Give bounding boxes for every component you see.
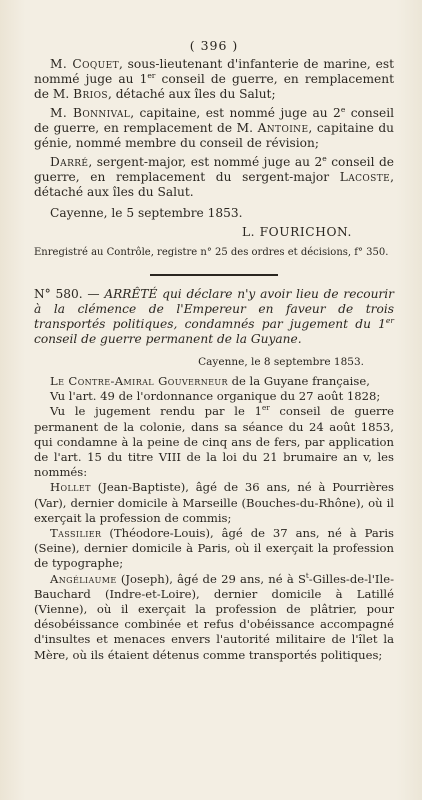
lead-text: Le Contre-Amiral Gouverneur xyxy=(50,374,228,388)
arrete-title-text: ARRÊTÉ qui déclare n'y avoir lieu de recourir à la clémence de l'Empereur en faveur de trois transportés politiques, condamnés par jugement du 1 xyxy=(34,287,394,331)
body-paragraph xyxy=(34,374,394,389)
person-name: Tassilier xyxy=(50,526,102,541)
superscript: er xyxy=(385,315,394,325)
person-name: Hollet xyxy=(50,480,91,495)
section-divider xyxy=(150,274,278,276)
paragraph-text: conseil de guerre permanent de la colonie, dans sa séance du 24 août 1853, qui condamne à la peine de cinq ans de fers, par application de l'art. 15 du titre VIII de la loi du 21 brumaire an v, les nommés: xyxy=(34,404,395,480)
person-name: M. Coquet xyxy=(50,57,119,71)
registry-note: Enregistré au Contrôle, registre n° 25 des ordres et décisions, f° 350. xyxy=(34,247,389,258)
paragraph-text: conseil de guerre, en remplacement de M. xyxy=(34,72,394,101)
paragraph-text: -Gilles-de-l'Ile-Bauchard (Indre-et-Loire), dernier domicile à Latillé (Vienne), où il exerçait la profession de plâtrier, pour désobéissance combinée et refus d'obéissance accompagné d'insultes et menaces envers l'autorité militaire de l'îlet la Mère, où ils étaient détenus comme transportés politiques; xyxy=(34,571,394,662)
page-number: ( 396 ) xyxy=(189,38,239,53)
paragraph-text: (Théodore-Louis), âgé de 37 ans, né à Paris (Seine), dernier domicile à Paris, où il exerçait la profession de typographe; xyxy=(34,526,394,571)
paragraph-text: de la Guyane française, xyxy=(227,374,370,388)
paragraph-text: Vu le jugement rendu par le 1 xyxy=(50,404,262,419)
paragraph-text: , sous-lieutenant d'infanterie de marine, est nommé juge au 1 xyxy=(34,57,394,86)
paragraph-text: conseil de guerre, en remplacement du sergent-major xyxy=(34,155,394,184)
paragraph-text: , capitaine, est nommé juge au 2 xyxy=(130,106,341,120)
signature: L. FOURICHON. xyxy=(241,225,352,239)
person-name: M. Bonnival xyxy=(50,106,131,120)
person-name: Angéliaume xyxy=(50,571,117,586)
superscript: e xyxy=(322,153,327,163)
paragraph-text: Vu l'art. 49 de l'ordonnance organique du 27 août 1828; xyxy=(50,389,381,404)
paragraph-text: conseil de guerre, en remplacement de M. xyxy=(34,106,394,135)
superscript: er xyxy=(147,70,156,80)
body-paragraph xyxy=(34,480,394,526)
body-paragraph xyxy=(34,572,394,663)
person-name: Antoine xyxy=(257,121,309,135)
paragraph-text: , détaché aux îles du Salut; xyxy=(107,87,276,101)
person-name: Lacoste xyxy=(339,170,391,184)
body-paragraph xyxy=(34,526,394,572)
superscript: t xyxy=(305,570,309,580)
superscript: e xyxy=(340,104,346,114)
paragraph-text: , détaché aux îles du Salut. xyxy=(34,170,394,199)
paragraph-darre xyxy=(34,155,394,200)
superscript: er xyxy=(261,403,270,413)
arrete-heading xyxy=(34,287,394,347)
paragraph-text: (Joseph), âgé de 29 ans, né à S xyxy=(116,571,306,586)
arrete-body xyxy=(34,374,394,663)
dateline: Cayenne, le 5 septembre 1853. xyxy=(50,206,243,220)
body-paragraph xyxy=(34,404,394,480)
arrete-date: Cayenne, le 8 septembre 1853. xyxy=(198,356,364,368)
person-name: Darré xyxy=(50,155,89,169)
paragraph-coquet xyxy=(34,57,394,102)
person-name: Brios xyxy=(73,87,108,101)
arrete-number: N° 580. — xyxy=(34,287,100,301)
paragraph-text: (Jean-Baptiste), âgé de 36 ans, né à Pourrières (Var), dernier domicile à Marseille (Bouches-du-Rhône), où il exerçait la profession de commis; xyxy=(34,480,394,525)
body-paragraph xyxy=(34,389,394,404)
arrete-title-text: conseil de guerre permanent de la Guyane. xyxy=(34,332,302,346)
paragraph-text: , capitaine du génie, nommé membre du conseil de révision; xyxy=(34,121,394,150)
paragraph-bonnival xyxy=(34,106,394,151)
paragraph-text: , sergent-major, est nommé juge au 2 xyxy=(88,155,323,169)
